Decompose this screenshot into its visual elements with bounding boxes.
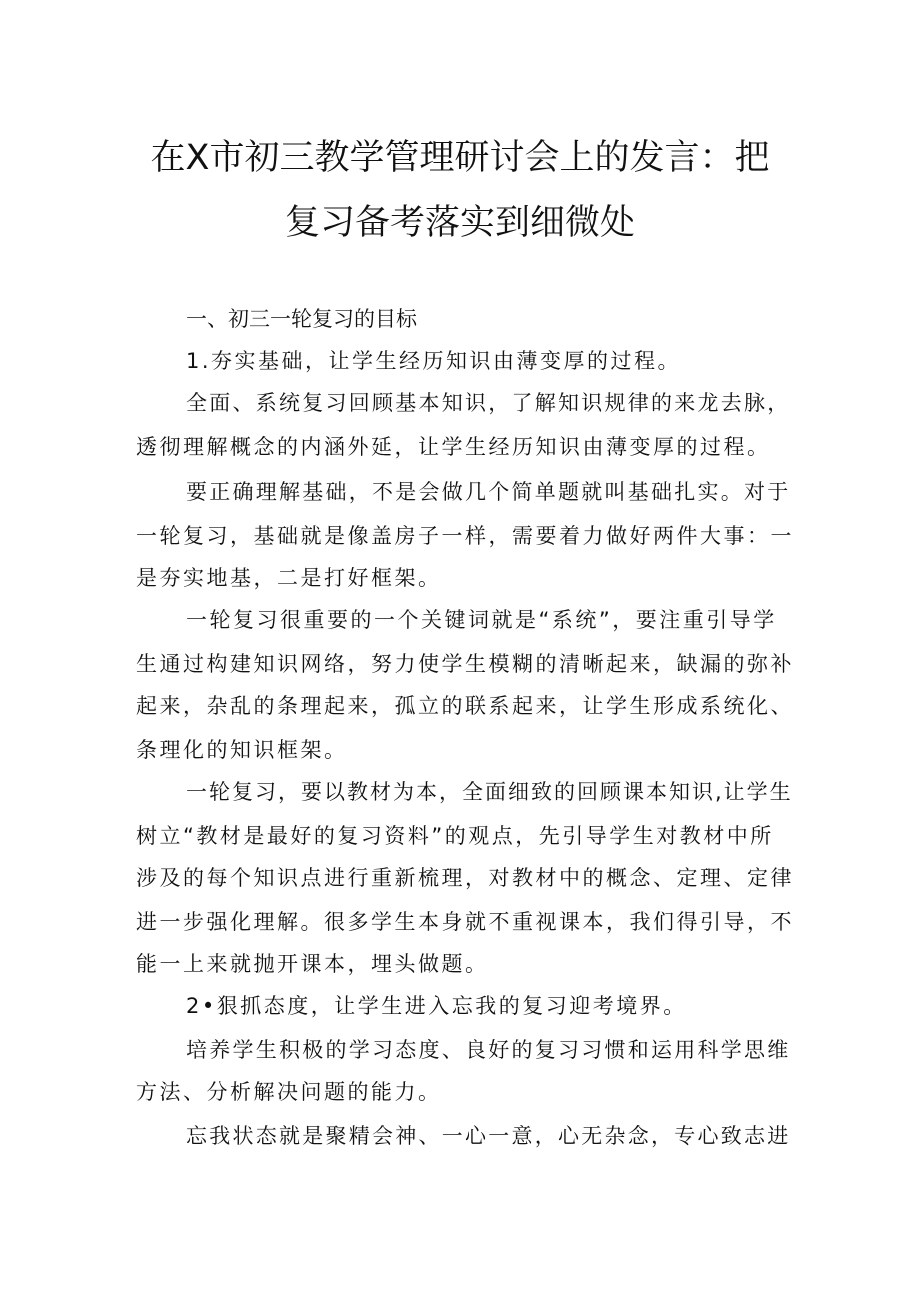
- paragraph-line: 1.夯实基础，让学生经历知识由薄变厚的过程。: [186, 349, 682, 373]
- paragraph-line: 全面、系统复习回顾基本知识，了解知识规律的来龙去脉，: [186, 391, 791, 415]
- section-heading-1: 一、初三一轮复习的目标: [186, 307, 417, 331]
- paragraph-line: 培养学生积极的学习态度、良好的复习习惯和运用科学思维: [186, 1038, 791, 1062]
- paragraph-line: 涉及的每个知识点进行重新梳理，对教材中的概念、定理、定律: [136, 866, 794, 890]
- document-title-line-2: 复习备考落实到细微处: [284, 203, 635, 243]
- paragraph-line: 是夯实地基，二是打好框架。: [136, 566, 442, 590]
- paragraph-line: 忘我状态就是聚精会神、一心一意，心无杂念，专心致志进: [186, 1124, 791, 1148]
- paragraph-line: 透彻理解概念的内涵外延，让学生经历知识由薄变厚的过程。: [136, 435, 771, 459]
- paragraph-line: 一轮复习，基础就是像盖房子一样，需要着力做好两件大事：一: [136, 524, 794, 548]
- paragraph-line: 起来，杂乱的条理起来，孤立的联系起来，让学生形成系统化、: [136, 694, 794, 718]
- paragraph-line: 方法、分析解决问题的能力。: [136, 1080, 442, 1104]
- paragraph-line: 2•狠抓态度，让学生进入忘我的复习迎考境界。: [186, 994, 687, 1018]
- paragraph-line: 能一上来就抛开课本，埋头做题。: [136, 952, 489, 976]
- paragraph-line: 树立“教材是最好的复习资料”的观点，先引导学生对教材中所: [136, 824, 774, 848]
- paragraph-line: 一轮复习，要以教材为本，全面细致的回顾课本知识,让学生: [186, 780, 793, 804]
- paragraph-line: 一轮复习很重要的一个关键词就是“系统”，要注重引导学: [186, 608, 777, 632]
- paragraph-line: 要正确理解基础，不是会做几个简单题就叫基础扎实。对于: [186, 480, 791, 504]
- paragraph-line: 进一步强化理解。很多学生本身就不重视课本，我们得引导，不: [136, 910, 794, 934]
- paragraph-line: 生通过构建知识网络，努力使学生模糊的清晰起来，缺漏的弥补: [136, 652, 794, 676]
- document-title-line-1: 在X市初三教学管理研讨会上的发言：把: [150, 138, 770, 178]
- paragraph-line: 条理化的知识框架。: [136, 738, 348, 762]
